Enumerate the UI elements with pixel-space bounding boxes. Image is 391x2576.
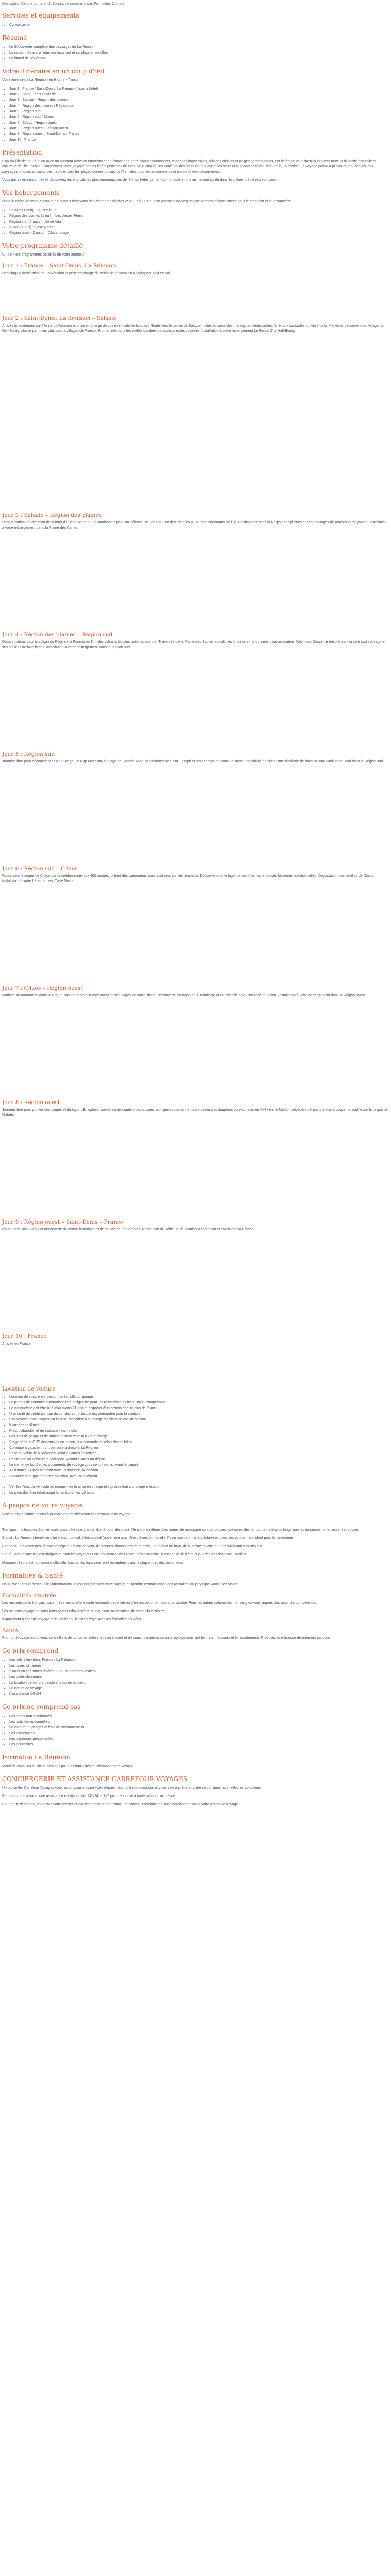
list-item: • Jour 5 : Région sud [9,109,389,114]
list-item: • Cilaos (1 nuit) : Case Nasta [9,225,389,230]
program-day [2,1333,389,1381]
program-day-text: Décollage à destination de La Réunion et prise en charge du véhicule de location à l'aéroport. Nuit en vol. [2,272,171,275]
program-day [2,985,389,1094]
price-includes-title: Ce prix comprend [2,1647,59,1654]
photo-space [2,768,389,860]
price-excludes-list [2,1714,389,1748]
program-day-title: Jour 9 : Région ouest – Saint-Denis – France [2,1219,123,1225]
services-list [2,22,389,28]
travel-formalities-text: Merci de consulter le site ci-dessous pour les formalités et informations de voyage. [2,1765,135,1768]
list-item: • Une carte de crédit au nom du conducteur principal est demandée pour la caution [9,1411,389,1417]
accommodation-text: Dans le cadre de votre autotour, nous vous réservons des chambres d'hôtes 2* ou 3* à La Réunion (normes locales) soigneusement sélectionnées pour leur confort et leur caractère. [2,200,292,204]
list-item: • Le carnet de bord et les documents de voyage vous seront remis avant le départ [9,1462,389,1468]
program-day-title: Jour 10 : France [2,1333,47,1340]
list-item: • Jour 2 : Saint-Denis / Salazie [9,92,389,97]
list-item: • Assistance 24h/24 pendant toute la durée de la location [9,1468,389,1473]
about-p2: Climat : La Réunion bénéficie d'un climat tropical. L'été austral (novembre à avril) est chaud et humide, l'hiver austral (mai à octobre) est plus sec et plus frais, idéal pour la randonnée. [2,1536,295,1540]
list-item: • Le plein doit être refait avant la restitution du véhicule [9,1490,389,1496]
car-rental-title: Location de voiture [2,1386,56,1392]
list-item: • Vérifiez l'état du véhicule au moment de la prise en charge et signalez tout dommage existant [9,1484,389,1490]
program-subtitle: Cl. derniers programmes détaillés de votre autotour [2,253,85,257]
contact-p3: Pour toute demande, contactez votre conseiller par téléphone ou par email ; retrouvez l'ensemble de nos coordonnées dans votre carnet de voyage. [2,1803,239,1806]
program-day-text: Départ matinal pour le volcan du Piton de la Fournaise, l'un des volcans les plus actifs au monde. Traversée de la Plaine des Sables aux allures lunaires et randonnée jusqu'au cratère Dolomieu. Descente ensuite vers la côte sud sauvage et ses coulées de lave figées. Installation à votre hébergement dans la Région sud. [2,640,386,649]
program-day [2,512,389,626]
list-item: • Le carburant, péages et frais de stationnement [9,1725,389,1731]
photo-space [2,1235,389,1328]
photo-space [2,337,389,507]
list-item: • Jour 4 : Région des plaines / Région sud [9,103,389,109]
health-title: Santé [2,1628,18,1634]
program-day-text: Arrivée en France. [2,1342,32,1346]
program-day-title: Jour 2 : Saint-Denis, La Réunion – Salazie [2,315,117,321]
photo-space [2,1121,389,1214]
photo-space [2,887,389,980]
list-item: • Location de voiture en fonction de la taille du groupe [9,1394,389,1400]
program-day [2,866,389,980]
list-item: • Le permis de conduire international est obligatoire pour les ressortissants hors Union européenne [9,1400,389,1405]
list-item: • Les repas non mentionnés [9,1714,389,1719]
program-day-text: Journée libre pour découvrir le Sud Sauvage : le Cap Méchant, la plage de Grande Anse, les marines de Saint-Joseph et les champs de canne à sucre. Possibilité de visiter une distillerie de rhum ou une vanilleraie. Nuit dans la Région sud. [2,760,384,764]
contact-title: CONCIERGERIE ET ASSISTANCE CARREFOUR VOYAGES [2,1775,187,1783]
list-item: • Conciergerie [9,22,389,28]
program-day-title: Jour 5 : Région sud [2,751,55,757]
program-day-text: Route vers le cirque de Cilaos par la célèbre route aux 400 virages, offrant des panoramas spectaculaires sur les remparts. Découverte du village, de ses thermes et de ses broderies traditionnelles. Dégustation des lentilles de Cilaos. Installation à votre hébergement Case Nasta. [2,874,375,883]
list-item: • Jour 6 : Région sud / Cilaos [9,114,389,120]
presentation-title: Présentation [2,149,42,156]
list-item: • Frais d'abandon et de carburant non inclus [9,1428,389,1434]
resume-title: Résumé [2,34,27,41]
list-item: • Les frais de péage et de stationnement restent à votre charge [9,1434,389,1439]
formalities-p1: Les ressortissants français doivent être munis d'une carte nationale d'identité ou d'un passeport en cours de validité. Pour les autres nationalités, renseignez-vous auprès des autorités compétentes. [2,1601,318,1605]
list-item: • La location de voiture pendant la durée du séjour [9,1680,389,1686]
health-text: Pour tout voyage, nous vous conseillons de consulter votre médecin traitant et de souscrire une assurance voyage couvrant les frais médicaux et le rapatriement. Prévoyez une trousse de premiers secours. [2,1636,331,1640]
car-rental-extra-list [2,1484,389,1496]
program-day-title: Jour 4 : Région des plaines – Région sud [2,632,113,638]
presentation-text: L'op'sur l'île de La Réunion avec un autotour riche en émotions et en émotions ! entre cirques verdoyants, cascades impressives, villages créoles et plages paradisiaques, cet itinéraire vous invite à explorer toute la diversité naturelle et culturelle de l'île intense. Commencez votre voyage par les forêts primaires de Bélouve (Salazie), les couleurs des fleurs du fruit avant les mers et la spontanéité du Piton de la Fournaise. Le voyage passe à plusieurs reprises par des paysages uniques au cœur des hauts et vers les plages dorées du sud de l'île. Idéal pour les amoureux de la nature et des découvertes. [2,160,377,174]
list-item: • Le conducteur doit être âgé d'au moins 21 ans et disposer d'un permis depuis plus de 2 ans [9,1405,389,1411]
program-day-title: Jour 6 : Région sud – Cilaos [2,866,78,872]
list-item: • Les petits-déjeuners [9,1674,389,1680]
formalities-p2: Les mineurs voyageant sans leurs parents doivent être munis d'une autorisation de sortie du territoire. [2,1609,165,1613]
program-day-text: Arrivée le lendemain sur l'île de La Réunion et prise en charge de votre véhicule de location. Route vers le cirque de Salazie, niché au cœur des montagnes verdoyantes. Arrêt aux cascades du Voile de la Mariée et découverte du village de Hell-Bourg, classé parmi les plus beaux villages de France. Promenade dans les ruelles bordées de cases créoles colorées. Installation à votre hébergement Le Relais 3* à Hell-Bourg. [2,324,384,333]
resume-list [2,44,389,61]
list-item: • Région sud (2 nuits) : Dolce Vita [9,219,389,225]
list-item: • Jour 7 : Cilaos / Région ouest [9,120,389,126]
list-item: • Les taxes aériennes [9,1663,389,1669]
services-title: Services et équipements [2,12,79,19]
list-item: • Le carnet de voyage [9,1686,389,1691]
price-includes-list [2,1657,389,1697]
photo-space [2,1002,389,1094]
about-text: Voici quelques informations à prendre en considération concernant votre voyage. [2,1513,132,1516]
car-rental-list [2,1394,389,1479]
list-item: • Conducteur supplémentaire possible, avec supplément [9,1473,389,1479]
about-p3: Bagages : prévoyez des vêtements légers, un coupe-vent, de bonnes chaussures de marche, un maillot de bain, de la crème solaire et un répulsif anti-moustiques. [2,1545,263,1548]
about-p1: Transport : la location d'un véhicule vous offre une grande liberté pour découvrir l'île à votre rythme. Les routes de montagne sont sinueuses, prévoyez des temps de trajet plus longs que les distances ne le laissent supposer. [2,1528,360,1532]
contact-p2: Pendant votre voyage, une assistance est disponible 24h/24 et 7j/7 pour répondre à toute situation imprévue. [2,1794,176,1798]
program-day [2,751,389,860]
list-item: • Les assurances [9,1731,389,1736]
formalities-p3: Il appartient à chaque voyageur de vérifier qu'il est en règle avec les formalités exigées. [2,1618,142,1621]
program-day [2,315,389,507]
list-item: • L'assurance tous risques est incluse, franchise à la charge du client en cas de sinistre [9,1417,389,1422]
intro-line: Description Ce prix comprend : Ce prix ne comprend pas Formalités Contact [2,2,124,6]
list-item: • Jour 1 : France / Saint-Denis, La Réunion (nord à hôtel) [9,86,389,92]
entry-formalities-title: Formalités d'entrée [2,1592,56,1599]
list-item: • Région des plaines (1 nuit) : Les Jasper Ferns [9,213,389,219]
list-item: • Le découverte complète des paysages de La Réunion [9,44,389,50]
list-item: • Siège bébé et GPS disponibles en option, sur demande et selon disponibilité [9,1439,389,1445]
photo-space [2,279,389,310]
itinerary-list [2,86,389,143]
program-day-title: Jour 8 : Région ouest [2,1099,60,1106]
program-title: Votre programme détaillé [2,242,83,249]
program-day-title: Jour 3 : Salazie – Région des plaines [2,512,102,518]
list-item: • La randonnée entre l'intérieur luxuriant et sa plage ensoleillée [9,50,389,56]
program-day [2,263,389,310]
program-day-title: Jour 7 : Cilaos – Région ouest [2,985,83,991]
list-item: • Jour 8 : Région ouest / Région ouest [9,126,389,131]
page [0,2,391,1807]
list-item: • Région ouest (2 nuits) : Dikwa Lodge [9,230,389,236]
list-item: • Les vols aller-retour France / La Réunion [9,1657,389,1663]
program-day [2,632,389,746]
accommodation-list [2,208,389,236]
program-day-text: Journée libre pour profiter des plages et du lagon. En option : survol en hélicoptère des cirques, plongée sous-marine, observation des dauphins ou excursion en 4x4 vers le Maïdo, belvédère offrant une vue à couper le souffle sur le cirque de Mafate. [2,1108,388,1117]
program-days [2,263,389,1381]
list-item: • Jour 9 : Région ouest / Saint-Denis / France [9,131,389,137]
list-item: • Le littoral de l'extérieur [9,56,389,61]
photo-space [2,534,389,626]
photo-space [2,1350,389,1381]
list-item: • 7 nuits en chambres d'hôtes 2* ou 3* (normes locales) [9,1669,389,1674]
formalities-title: Formalités & Santé [2,1572,63,1579]
accommodation-title: Vos hébergements [2,189,60,196]
list-item: • Jour 10 : France [9,137,389,143]
list-item: • Salazie (1 nuit) : Le Relais 3* [9,208,389,213]
list-item: • L'assistance 24h/24 [9,1691,389,1697]
formalities-text: Nous évoquons ci-dessous les informations utiles pour préparer votre voyage et prendre connaissance des actualités du pays que vous allez visiter. [2,1583,238,1586]
list-item: • Jour 3 : Salazie - Région des plaines [9,97,389,103]
program-day-text: Matinée de randonnée dans le cirque, puis route vers la côte ouest et ses plages de sable blanc. Découverte du lagon de l'Hermitage et coucher de soleil sur l'océan Indien. Installation à votre hébergement dans la Région ouest. [2,994,366,997]
list-item: • Prise du véhicule à l'aéroport Roland Garros à l'arrivée [9,1451,389,1456]
program-day-text: Route vers Saint-Denis et découverte du centre historique et de ses demeures créoles. Restitution du véhicule de location à l'aéroport et envol vers la France. [2,1228,255,1231]
photo-space [2,653,389,746]
list-item: • Les dépenses personnelles [9,1736,389,1742]
list-item: • Les pourboires [9,1742,389,1748]
program-day-title: Jour 1 : France – Saint-Denis, La Réunion [2,263,116,269]
about-title: À propos de votre voyage [2,1502,82,1509]
program-day [2,1219,389,1328]
list-item: • Restitution du véhicule à l'aéroport Roland Garros au départ [9,1456,389,1462]
list-item: • Les activités optionnelles [9,1719,389,1725]
contact-p1: Un conseiller Carrefour Voyages vous accompagne avant votre départ, répond à vos questions et vous aide à préparer votre séjour dans les meilleures conditions. [2,1786,262,1790]
program-day [2,1099,389,1214]
about-p5: Monnaie : l'euro est la monnaie officielle. Les cartes bancaires sont acceptées dans la plupart des établissements. [2,1561,185,1565]
about-p4: Santé : aucun vaccin n'est obligatoire pour les voyageurs en provenance de France métropolitaine. Il est conseillé d'être à jour des vaccinations usuelles. [2,1553,247,1556]
list-item: • Kilométrage illimité [9,1422,389,1428]
itinerary-title: Votre itinéraire en un coup d'œil [2,67,105,75]
itinerary-subtitle: Votre itinéraire à La Réunion en 9 jours - 7 nuits [2,78,79,82]
travel-formalities-title: Formalité La Réunion [2,1754,70,1761]
price-excludes-title: Ce prix ne comprend pas [2,1703,81,1710]
program-day-text: Départ matinal en direction de la forêt de Bélouve pour une randonnée jusqu'au célèbre Trou de Fer, l'un des sites les plus impressionnants de l'île. Continuation vers la Région des plaines et ses paysages de prairies verdoyantes. Installation à votre hébergement dans la Plaine des Cafres. [2,521,387,530]
list-item: • Conduite à gauche : non, on roule à droite à La Réunion [9,1445,389,1451]
presentation-text-2: Vous partez en randonnée et découvrez les endroits les plus remarquables de l'île, un hébergement confortable et une immersion totale dans la culture créole réunionnaise. [2,178,277,182]
